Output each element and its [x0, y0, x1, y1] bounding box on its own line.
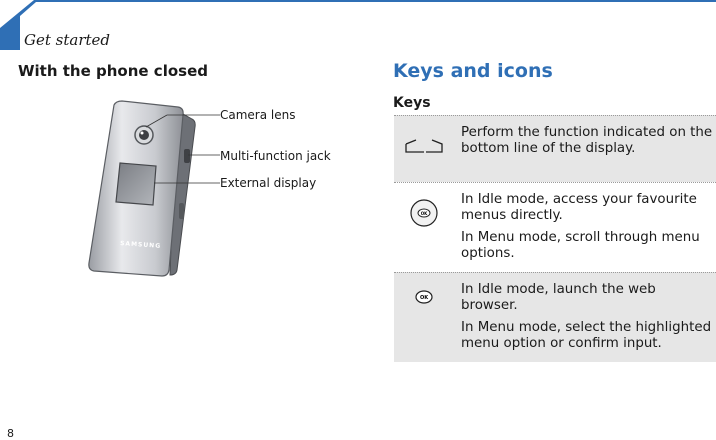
page-number: 8 [7, 427, 14, 440]
navigation-key-icon [394, 183, 450, 272]
key-line: In Idle mode, access your favourite menus directly. [461, 192, 697, 223]
key-description [461, 273, 716, 352]
phone-closed-icon [80, 95, 340, 295]
soft-keys-icon [394, 116, 450, 182]
key-line: In Menu mode, scroll through menu options. [461, 230, 700, 261]
header-title: Get started [24, 31, 111, 49]
phone-logo: SAMSUNG [119, 240, 162, 250]
svg-text:OK: OK [419, 295, 429, 301]
key-description [461, 116, 716, 157]
section-heading-keys-icons: Keys and icons [393, 60, 553, 82]
key-description [461, 183, 716, 262]
subheading-keys: Keys [393, 95, 431, 111]
keys-table [394, 115, 716, 362]
key-line: In Menu mode, select the highlighted menu option or confirm input. [461, 320, 712, 351]
section-heading-closed: With the phone closed [18, 62, 208, 80]
key-row-soft-keys [394, 115, 716, 182]
callout-external-display: External display [220, 176, 317, 190]
phone-illustration [80, 95, 340, 295]
callout-multifunction-jack: Multi-function jack [220, 149, 331, 163]
ok-key-icon [394, 273, 450, 362]
key-line: In Idle mode, launch the web browser. [461, 282, 656, 313]
svg-text:OK: OK [420, 211, 428, 216]
callout-camera-lens: Camera lens [220, 108, 296, 122]
key-row-ok [394, 272, 716, 362]
key-line: Perform the function indicated on the bottom line of the display. [461, 125, 713, 156]
key-row-navigation [394, 182, 716, 272]
